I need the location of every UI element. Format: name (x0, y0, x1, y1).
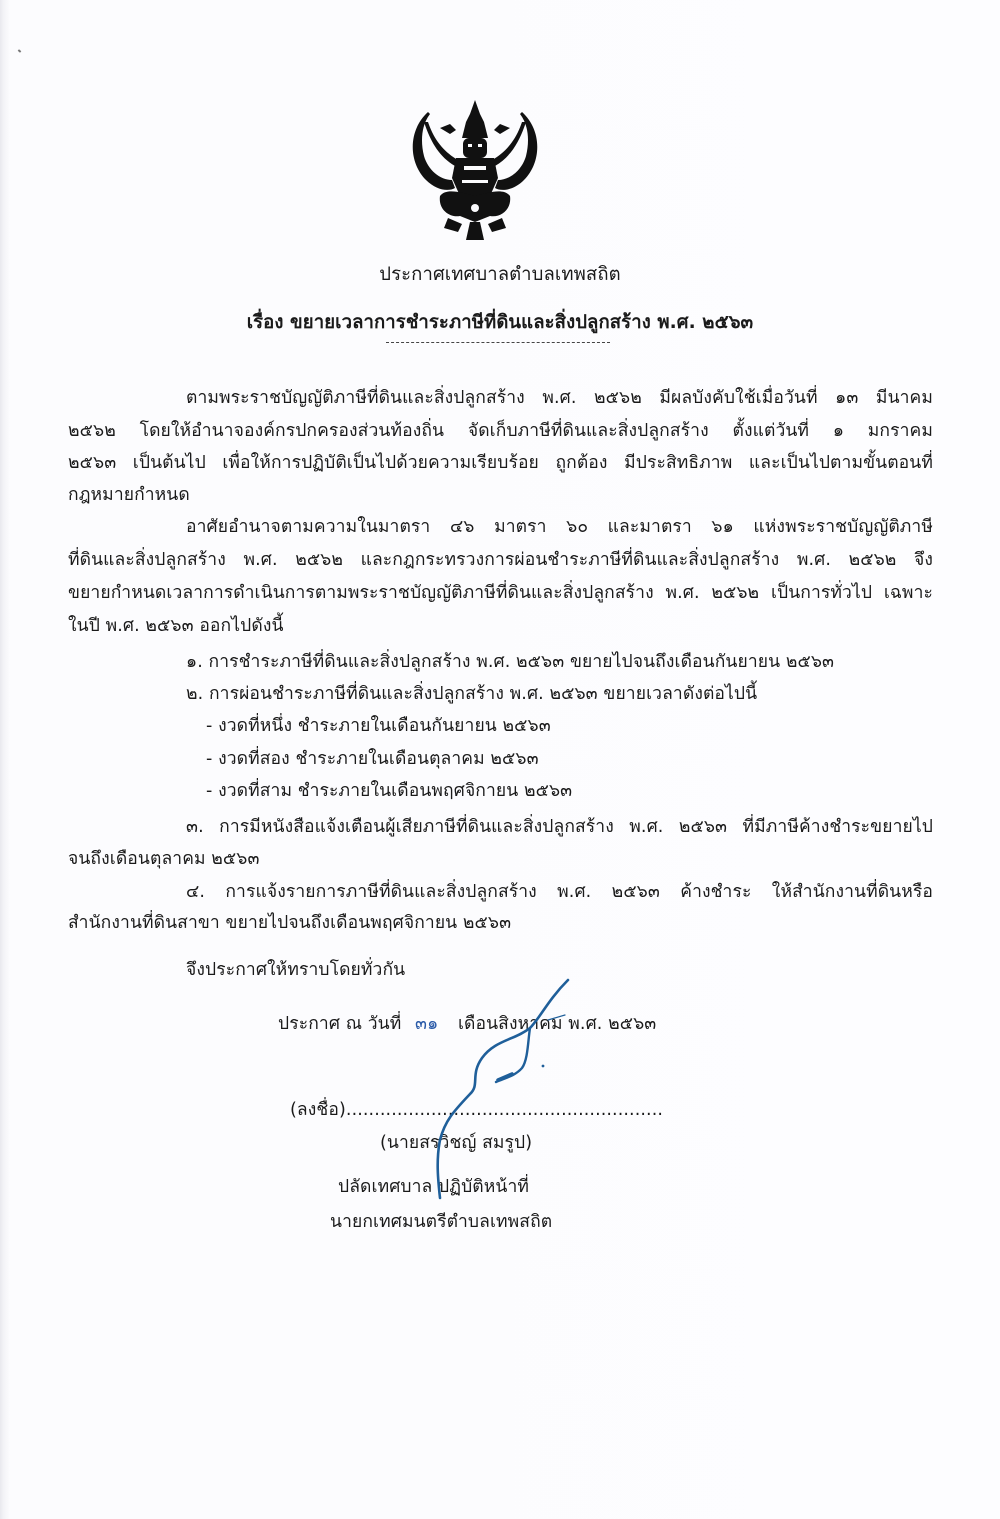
closing-statement: จึงประกาศให้ทราบโดยทั่วกัน (186, 960, 406, 980)
paragraph-1-line-2: ๒๕๖๒ โดยให้อำนาจองค์กรปกครองส่วนท้องถิ่น จัดเก็บภาษีที่ดินและสิ่งปลูกสร้าง ตั้งแต่วันที่ ๑ มกราคม (68, 421, 933, 441)
announcement-title: ประกาศเทศบาลตำบลเทพสถิต (379, 264, 621, 285)
installment-2: - งวดที่สอง ชำระภายในเดือนตุลาคม ๒๕๖๓ (206, 749, 539, 769)
announcement-subject: เรื่อง ขยายเวลาการชำระภาษีที่ดินและสิ่งปลูกสร้าง พ.ศ. ๒๕๖๓ (246, 312, 754, 333)
installment-3: - งวดที่สาม ชำระภายในเดือนพฤศจิกายน ๒๕๖๓ (206, 781, 573, 801)
paragraph-1-line-4: กฎหมายกำหนด (68, 485, 190, 505)
paragraph-1-line-1: ตามพระราชบัญญัติภาษีที่ดินและสิ่งปลูกสร้าง พ.ศ. ๒๕๖๒ มีผลบังคับใช้เมื่อวันที่ ๑๓ มีนาคม (186, 388, 933, 408)
item-3-line-2: จนถึงเดือนตุลาคม ๒๕๖๓ (68, 849, 260, 869)
installment-1: - งวดที่หนึ่ง ชำระภายในเดือนกันยายน ๒๕๖๓ (206, 716, 551, 736)
item-3-line-1: ๓. การมีหนังสือแจ้งเตือนผู้เสียภาษีที่ดินและสิ่งปลูกสร้าง พ.ศ. ๒๕๖๓ ที่มีภาษีค้างชำระขยายไป (186, 817, 933, 837)
separator-line (386, 342, 610, 343)
paragraph-2-line-2: ที่ดินและสิ่งปลูกสร้าง พ.ศ. ๒๕๖๒ และกฎกระทรวงการผ่อนชำระภาษีที่ดินและสิ่งปลูกสร้าง พ.ศ. ๒๕๖๒ จึง (68, 550, 933, 570)
date-prefix: ประกาศ ณ วันที่ (278, 1014, 402, 1034)
signatory-position-1: ปลัดเทศบาล ปฏิบัติหน้าที่ (338, 1177, 530, 1197)
item-1: ๑. การชำระภาษีที่ดินและสิ่งปลูกสร้าง พ.ศ. ๒๕๖๓ ขยายไปจนถึงเดือนกันยายน ๒๕๖๓ (186, 652, 835, 672)
date-day-handwritten: ๓๑ (415, 1014, 439, 1034)
paragraph-2-line-4: ในปี พ.ศ. ๒๕๖๓ ออกไปดังนี้ (68, 616, 284, 636)
announcement-date (278, 1012, 656, 1036)
garuda-emblem-icon (400, 100, 550, 245)
item-4-line-1: ๔. การแจ้งรายการภาษีที่ดินและสิ่งปลูกสร้าง พ.ศ. ๒๕๖๓ ค้างชำระ ให้สำนักงานที่ดินหรือ (186, 882, 933, 902)
paragraph-1-line-3: ๒๕๖๓ เป็นต้นไป เพื่อให้การปฏิบัติเป็นไปด้วยความเรียบร้อย ถูกต้อง มีประสิทธิภาพ และเป็นไปตามขั้นตอนที่ (68, 453, 933, 473)
item-2: ๒. การผ่อนชำระภาษีที่ดินและสิ่งปลูกสร้าง พ.ศ. ๒๕๖๓ ขยายเวลาดังต่อไปนี้ (186, 684, 758, 704)
signatory-position-2: นายกเทศมนตรีตำบลเทพสถิต (330, 1212, 553, 1232)
paragraph-2-line-3: ขยายกำหนดเวลาการดำเนินการตามพระราชบัญญัติภาษีที่ดินและสิ่งปลูกสร้าง พ.ศ. ๒๕๖๒ เป็นการทั่วไป เฉพาะ (68, 583, 933, 603)
signatory-name: (นายสรวิชญ์ สมรูป) (380, 1133, 533, 1153)
paragraph-2-line-1: อาศัยอำนาจตามความในมาตรา ๔๖ มาตรา ๖๐ และมาตรา ๖๑ แห่งพระราชบัญญัติภาษี (186, 517, 933, 537)
signature-line: (ลงชื่อ)........................................................ (290, 1100, 664, 1120)
date-suffix: เดือนสิงหาคม พ.ศ. ๒๕๖๓ (457, 1014, 657, 1034)
item-4-line-2: สำนักงานที่ดินสาขา ขยายไปจนถึงเดือนพฤศจิกายน ๒๕๖๓ (68, 913, 512, 933)
scan-speck (18, 49, 22, 52)
